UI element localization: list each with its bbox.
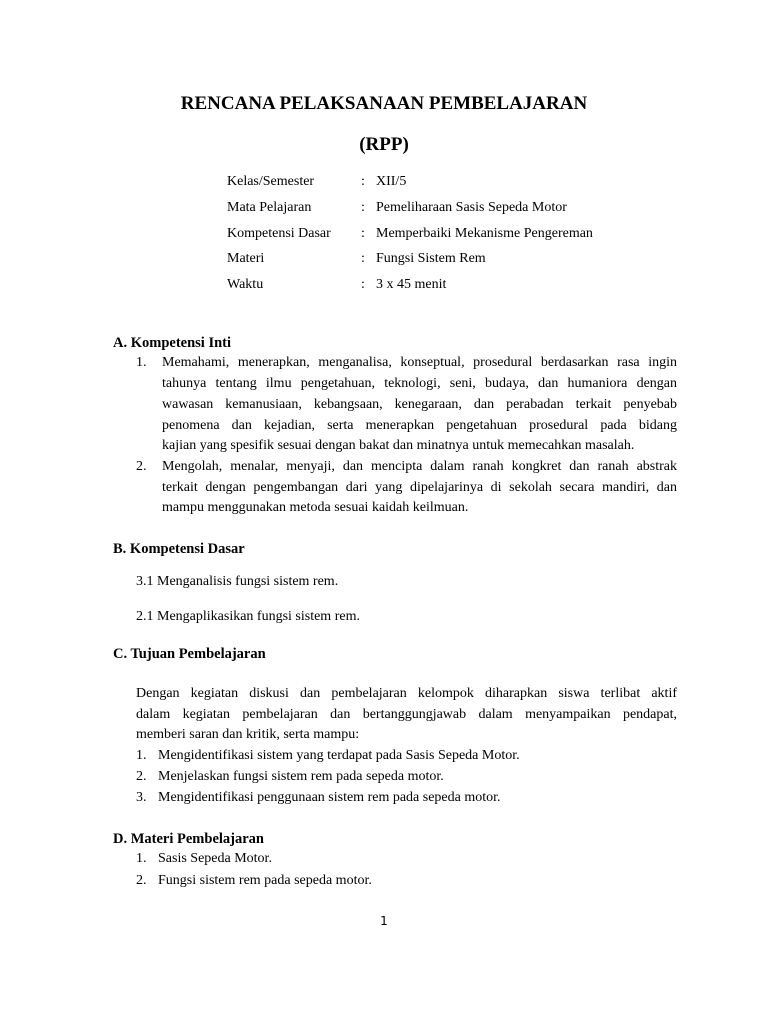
list-number: 2. [136, 873, 147, 888]
paragraph-line: terkait dengan pengembangan dari yang dipelajarinya di sekolah secara mandiri, dan [162, 480, 677, 495]
info-label: Kompetensi Dasar [227, 226, 331, 241]
info-colon: : [361, 277, 365, 292]
list-number: 2. [136, 459, 147, 474]
list-item: 3.1 Menganalisis fungsi sistem rem. [136, 574, 339, 589]
info-label: Kelas/Semester [227, 174, 315, 189]
info-colon: : [361, 226, 365, 241]
list-number: 1. [136, 851, 147, 866]
list-item: Mengidentifikasi penggunaan sistem rem pada sepeda motor. [158, 790, 501, 805]
info-label: Materi [227, 251, 265, 266]
paragraph-line: Mengolah, menalar, menyaji, dan mencipta dalam ranah kongkret dan ranah abstrak [162, 459, 677, 474]
section-heading: D. Materi Pembelajaran [113, 831, 264, 847]
list-item: Sasis Sepeda Motor. [158, 851, 272, 866]
page-number: 1 [380, 914, 388, 928]
list-item: Menjelaskan fungsi sistem rem pada sepeda motor. [158, 769, 444, 784]
info-value: 3 x 45 menit [376, 277, 447, 292]
paragraph-line: kajian yang spesifik sesuai dengan bakat dan minatnya untuk memecahkan masalah. [162, 438, 635, 453]
paragraph-line: penomena dan kejadian, serta menerapkan pengetahuan prosedural pada bidang [162, 418, 677, 433]
info-value: Pemeliharaan Sasis Sepeda Motor [376, 200, 567, 215]
paragraph-line: tahunya tentang ilmu pengetahuan, teknologi, seni, budaya, dan humaniora dengan [162, 376, 677, 391]
document-subtitle: (RPP) [359, 134, 409, 155]
document-title: RENCANA PELAKSANAAN PEMBELAJARAN [180, 93, 588, 114]
paragraph-line: memberi saran dan kritik, serta mampu: [136, 727, 360, 742]
paragraph-line: Dengan kegiatan diskusi dan pembelajaran kelompok diharapkan siswa terlibat aktif [136, 686, 677, 701]
paragraph-line: mampu menggunakan metoda sesuai kaidah keilmuan. [162, 500, 469, 515]
list-item: Mengidentifikasi sistem yang terdapat pada Sasis Sepeda Motor. [158, 748, 520, 763]
list-item: 2.1 Mengaplikasikan fungsi sistem rem. [136, 609, 360, 624]
info-value: Fungsi Sistem Rem [376, 251, 486, 266]
list-number: 2. [136, 769, 147, 784]
info-label: Waktu [227, 277, 264, 292]
paragraph-line: wawasan kemanusiaan, kebangsaan, kenegaraan, dan perabadan terkait penyebab [162, 397, 677, 412]
info-colon: : [361, 200, 365, 215]
list-number: 1. [136, 355, 147, 370]
list-number: 1. [136, 748, 147, 763]
section-heading: A. Kompetensi Inti [113, 335, 232, 351]
paragraph-line: Memahami, menerapkan, menganalisa, konseptual, prosedural berdasarkan rasa ingin [162, 355, 677, 370]
section-heading: B. Kompetensi Dasar [113, 541, 245, 557]
info-value: XII/5 [376, 174, 407, 189]
paragraph-line: dalam kegiatan pembelajaran dan bertanggungjawab dalam menyampaikan pendapat, [136, 707, 677, 722]
section-heading: C. Tujuan Pembelajaran [113, 646, 266, 662]
list-number: 3. [136, 790, 147, 805]
info-colon: : [361, 251, 365, 266]
list-item: Fungsi sistem rem pada sepeda motor. [158, 873, 372, 888]
info-label: Mata Pelajaran [227, 200, 312, 215]
info-colon: : [361, 174, 365, 189]
info-value: Memperbaiki Mekanisme Pengereman [376, 226, 593, 241]
